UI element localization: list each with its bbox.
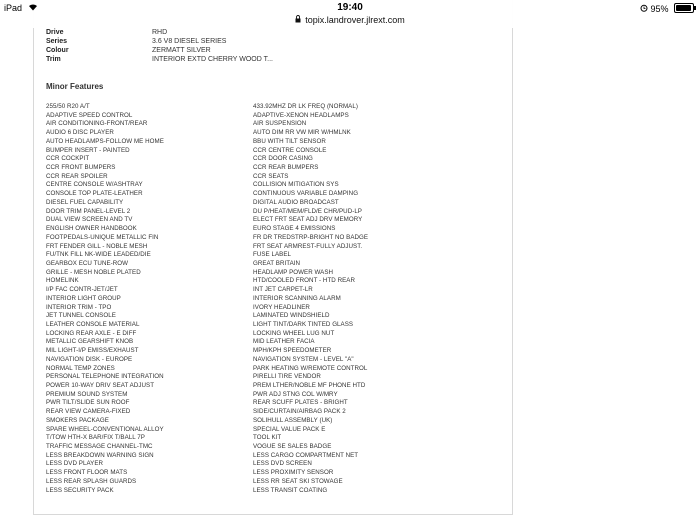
feature-item: TRAFFIC MESSAGE CHANNEL-TMC [46,443,153,451]
feature-item: LESS DVD SCREEN [253,460,312,468]
address-bar[interactable] [0,15,700,25]
feature-item: FUSE LABEL [253,251,291,259]
feature-item: INTERIOR LIGHT GROUP [46,294,121,302]
device-name: iPad [4,3,23,13]
feature-item: I/P FAC CONTR-JET/JET [46,286,118,294]
lock-icon [295,15,301,25]
detail-row [46,55,273,64]
feature-item: SPECIAL VALUE PACK E [253,425,326,433]
detail-row [46,37,273,46]
feature-item: REAR SCUFF PLATES - BRIGHT [253,399,348,407]
feature-item: BUMPER INSERT - PAINTED [46,146,130,154]
feature-item: FOOTPEDALS-UNIQUE METALLIC FIN [46,233,159,241]
feature-item: T/TOW HTH-X BAR/FIX T/BALL 7P [46,434,145,442]
feature-item: 255/50 R20 A/T [46,103,90,110]
url-text: topix.landrover.jlrext.com [305,15,405,25]
feature-item: AUTO HEADLAMPS-FOLLOW ME HOME [46,137,164,145]
feature-item: LESS DVD PLAYER [46,460,104,468]
detail-label: Colour [46,47,69,54]
feature-item: PREMIUM SOUND SYSTEM [46,390,128,398]
feature-item: AUTO DIM RR VW MIR W/HMLNK [253,129,351,137]
feature-item: LESS REAR SPLASH GUARDS [46,477,137,485]
feature-item: FR DR TREDSTRP-BRIGHT NO BADGE [253,233,369,241]
feature-item: CCR FRONT BUMPERS [46,164,116,172]
feature-item: INTERIOR TRIM - TPO [46,303,112,311]
feature-item: ADAPTIVE SPEED CONTROL [46,111,133,119]
battery-icon [674,3,694,13]
feature-item: HOMELINK [46,277,79,285]
feature-item: CONSOLE TOP PLATE-LEATHER [46,190,143,198]
detail-label: Drive [46,29,64,36]
battery-fill [676,5,691,11]
detail-value: ZERMATT SILVER [152,47,211,54]
feature-item: CCR COCKPIT [46,155,90,163]
feature-item: PIRELLI TIRE VENDOR [253,373,321,381]
feature-item: ENGLISH OWNER HANDBOOK [46,225,137,233]
feature-item: SPARE WHEEL-CONVENTIONAL ALLOY [46,425,164,433]
detail-value: 3.6 V8 DIESEL SERIES [152,38,227,45]
feature-item: LOCKING WHEEL LUG NUT [253,329,335,337]
feature-item: CENTRE CONSOLE W/ASHTRAY [46,181,143,189]
alarm-icon [640,4,651,14]
minor-features-title: Minor Features [46,82,104,91]
feature-item: ADAPTIVE-XENON HEADLAMPS [253,111,349,119]
feature-item: ELECT FRT SEAT ADJ DRV MEMORY [253,216,363,224]
feature-item: JET TUNNEL CONSOLE [46,312,116,320]
feature-item: POWER 10-WAY DRIV SEAT ADJUST [46,382,155,389]
feature-item: MID LEATHER FACIA [253,338,315,346]
feature-item: GEARBOX ECU TUNE-ROW [46,259,129,267]
status-bar [0,0,700,28]
feature-item: FRT FENDER GILL - NOBLE MESH [46,242,148,250]
feature-item: COLLISION MITIGATION SYS [253,181,339,189]
detail-value: RHD [152,29,168,36]
features-left-column [46,103,251,495]
feature-item: LESS PROXIMITY SENSOR [253,469,334,477]
feature-item: NAVIGATION DISK - EUROPE [46,355,133,363]
feature-item: LESS CARGO COMPARTMENT NET [253,451,359,459]
feature-item: LOCKING REAR AXLE - E DIFF [46,329,137,337]
feature-item: LIGHT TINT/DARK TINTED GLASS [253,320,354,328]
content-card [33,0,513,515]
battery-percent: 95% [650,4,669,14]
feature-item: AIR CONDITIONING-FRONT/REAR [46,120,148,128]
feature-item: GREAT BRITAIN [253,259,301,267]
clock: 19:40 [337,2,363,13]
feature-item: SIDE/CURTAIN/AIRBAG PACK 2 [253,408,346,416]
feature-item: PWR ADJ STNG COL W/MRY [253,390,338,398]
feature-item: LESS BREAKDOWN WARNING SIGN [46,451,154,459]
status-right [640,3,694,14]
feature-item: VOGUE SE SALES BADGE [253,443,332,451]
feature-item: DUAL VIEW SCREEN AND TV [46,216,133,224]
feature-item: INTERIOR SCANNING ALARM [253,294,341,302]
feature-item: LESS SECURITY PACK [46,486,114,494]
feature-item: FRT SEAT ARMREST-FULLY ADJUST. [253,242,363,250]
feature-item: CCR REAR BUMPERS [253,164,319,172]
feature-item: PWR TILT/SLIDE SUN ROOF [46,399,130,407]
feature-item: 433.92MHZ DR LK FREQ (NORMAL) [253,103,358,110]
feature-item: PREM LTHER/NOBLE MF PHONE HTD [253,382,366,389]
feature-item: DOOR TRIM PANEL-LEVEL 2 [46,207,131,215]
feature-item: INT JET CARPET-LR [253,286,313,294]
feature-item: METALLIC GEARSHIFT KNOB [46,338,134,346]
detail-label: Trim [46,56,61,63]
feature-item: NAVIGATION SYSTEM - LEVEL "A" [253,355,354,363]
feature-item: LEATHER CONSOLE MATERIAL [46,320,140,328]
feature-item: DIGITAL AUDIO BROADCAST [253,198,339,206]
detail-value: INTERIOR EXTD CHERRY WOOD T... [152,56,273,63]
feature-item: CCR REAR SPOILER [46,172,108,180]
feature-item: EURO STAGE 4 EMISSIONS [253,225,336,233]
feature-item: CONTINUOUS VARIABLE DAMPING [253,190,359,198]
feature-item: CCR CENTRE CONSOLE [253,146,327,154]
feature-item: BBU WITH TILT SENSOR [253,137,326,145]
feature-item: TOOL KIT [253,434,282,442]
detail-label: Series [46,38,68,45]
feature-item: DU P/HEAT/MEM/FLD/E CHR/PUD-LP [253,207,362,215]
feature-item: SMOKERS PACKAGE [46,416,109,424]
feature-item: AUDIO 6 DISC PLAYER [46,129,114,137]
feature-item: LAMINATED WINDSHIELD [253,312,330,320]
feature-item: HEADLAMP POWER WASH [253,268,334,276]
feature-item: MIL LIGHT-I/P EMISS/EXHAUST [46,347,139,355]
detail-row [46,28,273,37]
vehicle-details [46,28,273,64]
feature-item: DIESEL FUEL CAPABILITY [46,198,124,206]
feature-item: GRILLE - MESH NOBLE PLATED [46,268,141,276]
feature-item: CCR DOOR CASING [253,155,313,163]
feature-item: LESS FRONT FLOOR MATS [46,469,128,477]
feature-item: CCR SEATS [253,172,289,180]
feature-item: AIR SUSPENSION [253,120,307,128]
feature-item: LESS TRANSIT COATING [253,486,328,494]
feature-item: IVORY HEADLINER [253,303,310,311]
feature-item: MPH/KPH SPEEDOMETER [253,347,332,355]
feature-item: REAR VIEW CAMERA-FIXED [46,408,131,416]
feature-item: SOLIHULL ASSEMBLY (UK) [253,416,333,424]
feature-item: PERSONAL TELEPHONE INTEGRATION [46,373,164,381]
feature-item: NORMAL TEMP ZONES [46,364,115,372]
feature-item: FU/TNK FILL NK-WIDE LEADED/DIE [46,251,151,259]
detail-row [46,46,273,55]
feature-item: HTD/COOLED FRONT - HTD REAR [253,277,355,285]
feature-item: LESS RR SEAT SKI STOWAGE [253,477,343,485]
features-right-column [253,103,458,495]
feature-item: PARK HEATING W/REMOTE CONTROL [253,364,368,372]
